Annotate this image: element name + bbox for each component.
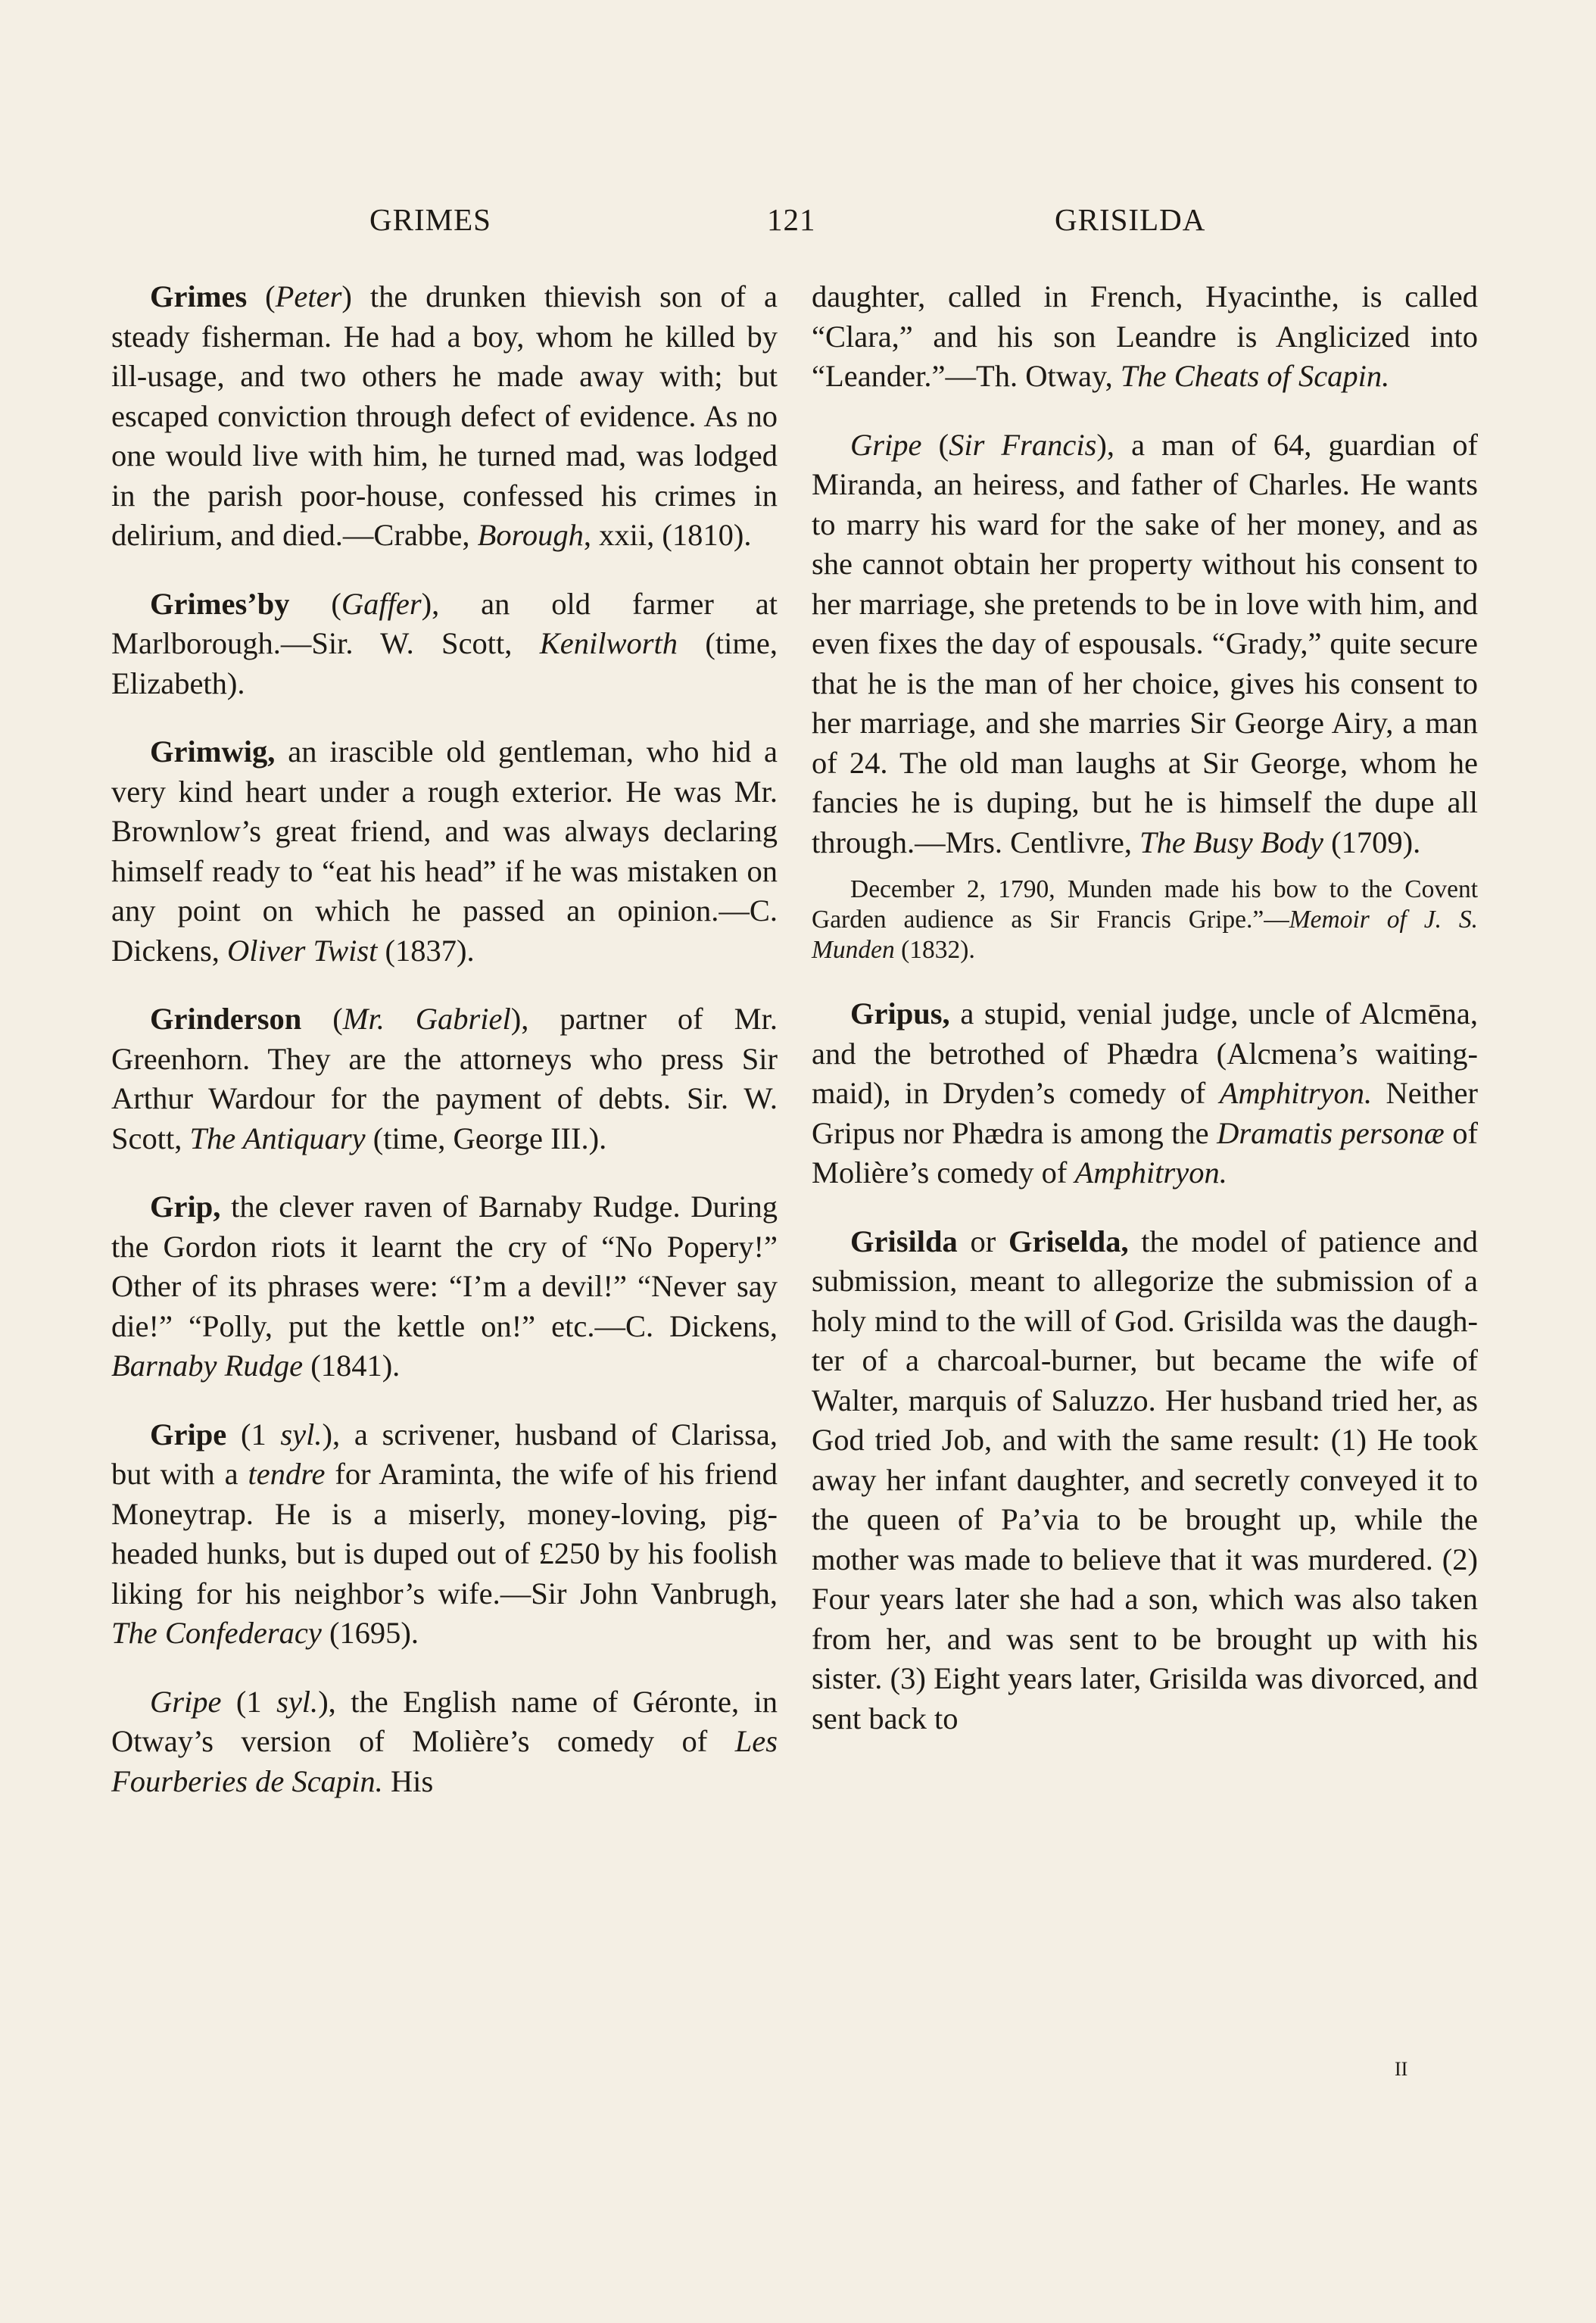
entry-grisilda: Grisilda or Griselda, the model of patience and submission, meant to allegorize the submission of a holy mind to the will of God. Grisilda was the daughter of a charcoal-burner, but became the wife of Walter, marquis of Saluzzo. Her husband tried her, as God tried Job, and with the same result: (1) He took away her infant daughter, and secretly conveyed it to the queen of Pa’via to be brought up, while the mother was made to believe that it was murdered. (2) Four years later she had a son, which was also taken from her, and was sent to be brought up with his sister. (3) Eight years later, Grisilda was divorced, and sent back to: [812, 1224, 1478, 1735]
header-right-guideword: GRISILDA: [1055, 202, 1206, 237]
headword: Gripe: [150, 1684, 222, 1719]
headword: Grisilda: [850, 1224, 958, 1258]
entry-gripe-scrivener: Gripe (1 syl.), a scrivener, husband of Clarissa, but with a tendre for Araminta, the wife of his friend Moneytrap. He is a miserly, money-loving, pig-headed hunks, but is duped out of £250 by his foolish liking for his neighbor’s wife.—Sir John Vanbrugh, The Confederacy (1695).: [111, 1417, 778, 1650]
headword: Gripe: [850, 427, 922, 462]
entry-gripe-geronte: Gripe (1 syl.), the English name of Géronte, in Otway’s version of Molière’s comedy of Les Fourberies de Scapin. His: [111, 1684, 778, 1798]
entry-gripus: Gripus, a stupid, venial judge, uncle of Alcmēna, and the betrothed of Phædra (Alcmena’s waiting-maid), in Dryden’s comedy of Amphitryon. Neither Gripus nor Phædra is among the Dramatis personæ of Molière’s comedy of Amphitryon.: [812, 996, 1478, 1190]
headword: Gripus,: [850, 996, 950, 1031]
headword-variant: Griselda,: [1008, 1224, 1129, 1258]
running-header: [369, 201, 1240, 247]
entry-grimwig: Grimwig, an irascible old gentleman, who hid a very kind heart under a rough exterior. He was Mr. Brownlow’s great friend, and was always declaring himself ready to “eat his head” if he was mistaken on any point on which he passed an opinion.—C. Dickens, Oliver Twist (1837).: [111, 734, 778, 968]
entry-grinderson: Grinderson (Mr. Gabriel), partner of Mr. Greenhorn. They are the attorneys who press Sir Arthur Wardour for the payment of debts. Sir. W. Scott, The Antiquary (time, George III.).: [111, 1002, 778, 1155]
quotation-munden: December 2, 1790, Munden made his bow to the Covent Garden audience as Sir Francis Gripe.”—Memoir of J. S. Munden (1832).: [812, 875, 1478, 964]
entry-gripe-geronte-continued: daughter, called in French, Hyacinthe, is called “Clara,” and his son Leandre is Anglicized into “Leander.”—Th. Otway, The Cheats of Scapin.: [812, 279, 1478, 393]
entry-gripe-sir-francis: Gripe (Sir Francis), a man of 64, guardian of Miranda, an heiress, and father of Charles. He wants to marry his ward for the sake of her money, and as she cannot obtain her property without his consent to her marriage, she pretends to be in love with him, and even fixes the day of espousals. “Grady,” quite secure that he is the man of her choice, gives his consent to her marriage, and she marries Sir George Airy, a man of 24. The old man laughs at Sir George, whom he fancies he is duping, but he is himself the dupe all through.—Mrs. Centlivre, The Busy Body (1709).: [812, 427, 1478, 859]
header-left-guideword: GRIMES: [369, 202, 491, 237]
headword: Grimes’by: [150, 586, 290, 621]
headword: Grimwig,: [150, 734, 276, 769]
page-number: 121: [767, 202, 816, 237]
entry-grimesby: Grimes’by (Gaffer), an old farmer at Marlborough.—Sir. W. Scott, Kenilworth (time, Elizabeth).: [111, 586, 778, 700]
entry-grimes: Grimes (Peter) the drunken thievish son of a steady fisherman. He had a boy, whom he killed by ill-usage, and two others he made away with; but escaped conviction through defect of evidence. As no one would live with him, he turned mad, was lodged in the parish poor-house, confessed his crimes in delirium, and died.—Crabbe, Borough, xxii, (1810).: [111, 279, 778, 552]
signature-mark: II: [1395, 2058, 1408, 2080]
headword: Grimes: [150, 279, 248, 313]
left-column: [111, 277, 778, 1830]
entry-grip: Grip, the clever raven of Barnaby Rudge. During the Gordon riots it learnt the cry of “No Popery!” Other of its phrases were: “I’m a devil!” “Never say die!” “Polly, put the kettle on!” etc.—C. Dickens, Barnaby Rudge (1841).: [111, 1190, 778, 1383]
headword: Grinderson: [150, 1002, 302, 1036]
headword: Grip,: [150, 1190, 221, 1224]
headword: Gripe: [150, 1417, 227, 1451]
right-column: [812, 277, 1478, 1767]
